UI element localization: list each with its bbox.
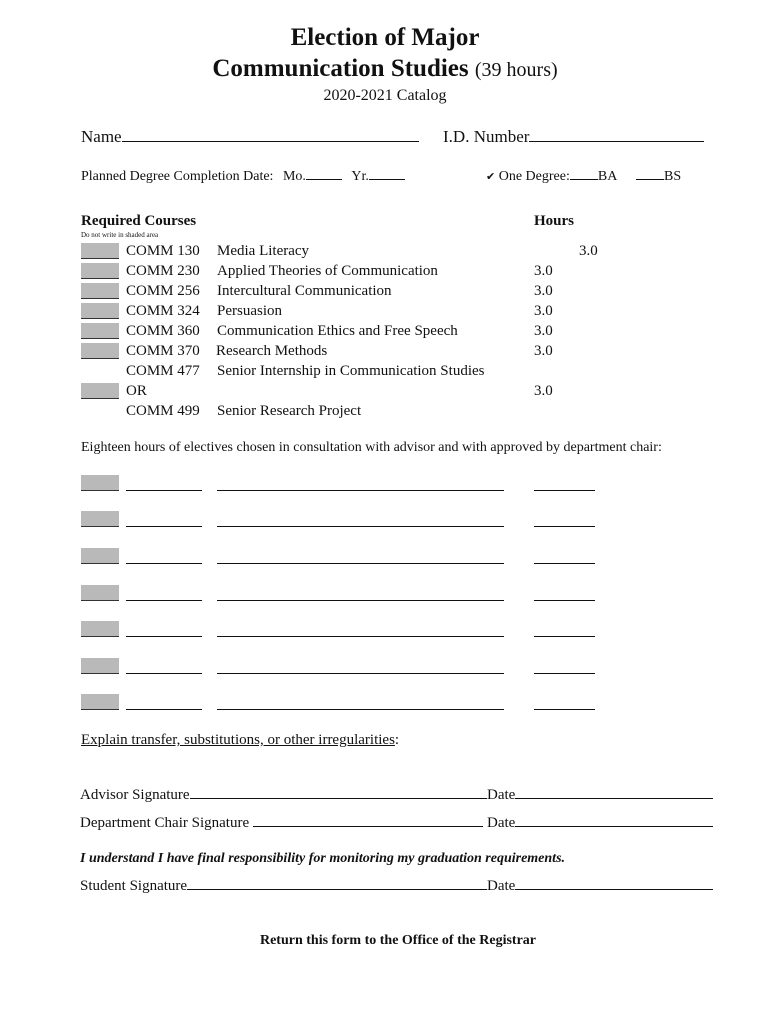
elective-title-field[interactable]	[217, 673, 504, 674]
elective-code-field[interactable]	[126, 709, 202, 710]
elective-title-field[interactable]	[217, 709, 504, 710]
course-hours: 3.0	[534, 383, 553, 399]
elective-title-field[interactable]	[217, 526, 504, 527]
elective-title-field[interactable]	[217, 600, 504, 601]
course-code: COMM 360	[126, 323, 200, 339]
chair-date-field[interactable]	[515, 825, 713, 827]
transfer-label: Explain transfer, substitutions, or other irregularities	[81, 732, 395, 748]
course-code: COMM 256	[126, 283, 200, 299]
elective-hours-field[interactable]	[534, 526, 595, 527]
chair-date-row	[487, 815, 713, 832]
chair-signature-field[interactable]	[253, 825, 483, 827]
year-field[interactable]	[369, 178, 405, 180]
id-field[interactable]	[529, 140, 704, 142]
student-signature-label: Student Signature	[80, 878, 188, 894]
chair-signature-row	[80, 815, 483, 832]
responsibility-statement: I understand I have final responsibility for monitoring my graduation requirements.	[80, 851, 566, 866]
elective-hours-field[interactable]	[534, 636, 595, 637]
elective-code-field[interactable]	[126, 490, 202, 491]
elective-code-field[interactable]	[126, 636, 202, 637]
shaded-box	[81, 694, 119, 710]
course-title: Communication Ethics and Free Speech	[217, 323, 458, 339]
shaded-box	[81, 475, 119, 491]
student-date-field[interactable]	[515, 888, 713, 890]
form-subtitle	[0, 55, 770, 83]
name-row	[81, 127, 419, 147]
elective-hours-field[interactable]	[534, 709, 595, 710]
course-code: COMM 324	[126, 303, 200, 319]
degree-row	[486, 169, 681, 185]
elective-code-field[interactable]	[126, 526, 202, 527]
date-label: Date	[487, 787, 516, 803]
course-hours: 3.0	[579, 243, 598, 259]
return-instructions: Return this form to the Office of the Registrar	[259, 933, 537, 948]
student-signature-row	[80, 878, 487, 895]
shaded-box	[81, 303, 119, 319]
date-label: Date	[487, 815, 516, 831]
elective-hours-field[interactable]	[534, 490, 595, 491]
elective-hours-field[interactable]	[534, 563, 595, 564]
course-hours: 3.0	[534, 303, 553, 319]
shaded-box	[81, 658, 119, 674]
course-title: Senior Internship in Communication Studies	[217, 363, 485, 379]
shaded-box	[81, 343, 119, 359]
course-hours: 3.0	[534, 343, 553, 359]
id-row	[443, 127, 704, 147]
shaded-box	[81, 511, 119, 527]
bs-field[interactable]	[636, 178, 664, 180]
advisor-signature-field[interactable]	[190, 797, 487, 799]
shaded-box	[81, 283, 119, 299]
course-hours: 3.0	[534, 323, 553, 339]
shaded-box	[81, 621, 119, 637]
course-hours: 3.0	[534, 283, 553, 299]
course-code: COMM 477	[126, 363, 200, 379]
shaded-box	[81, 383, 119, 399]
advisor-signature-label: Advisor Signature	[80, 787, 190, 803]
course-code: COMM 130	[126, 243, 200, 259]
electives-instructions: Eighteen hours of electives chosen in consultation with advisor and with approved by department chair:	[81, 440, 662, 455]
elective-title-field[interactable]	[217, 563, 504, 564]
id-label: I.D. Number	[443, 127, 530, 146]
required-courses-heading: Required Courses	[81, 213, 197, 229]
shaded-box	[81, 243, 119, 259]
catalog-year: 2020-2021 Catalog	[323, 87, 447, 104]
elective-code-field[interactable]	[126, 600, 202, 601]
course-title: Applied Theories of Communication	[217, 263, 438, 279]
course-hours: 3.0	[534, 263, 553, 279]
form-title	[0, 24, 770, 52]
elective-hours-field[interactable]	[534, 600, 595, 601]
one-degree-label: One Degree:	[498, 169, 570, 184]
transfer-colon: :	[394, 732, 400, 748]
elective-code-field[interactable]	[126, 673, 202, 674]
shaded-box	[81, 585, 119, 601]
course-code: COMM 499	[126, 403, 200, 419]
checkmark-icon: ✔	[486, 170, 496, 183]
shaded-area-note: Do not write in shaded area	[81, 231, 159, 239]
month-label: Mo.	[282, 169, 306, 184]
elective-code-field[interactable]	[126, 563, 202, 564]
advisor-date-field[interactable]	[515, 797, 713, 799]
course-code: COMM 370	[126, 343, 200, 359]
title-line-1: Election of Major	[290, 24, 480, 51]
course-title: Persuasion	[217, 303, 282, 319]
course-title: Research Methods	[216, 343, 328, 359]
advisor-signature-row	[80, 787, 487, 804]
student-signature-field[interactable]	[187, 888, 487, 890]
student-date-row	[487, 878, 713, 895]
elective-title-field[interactable]	[217, 490, 504, 491]
shaded-box	[81, 548, 119, 564]
elective-title-field[interactable]	[217, 636, 504, 637]
shaded-box	[81, 263, 119, 279]
shaded-box	[81, 323, 119, 339]
year-label: Yr.	[351, 169, 369, 184]
course-or: OR	[126, 383, 147, 399]
title-hours: (39 hours)	[474, 59, 558, 81]
month-field[interactable]	[306, 178, 342, 180]
elective-hours-field[interactable]	[534, 673, 595, 674]
course-title: Intercultural Communication	[217, 283, 392, 299]
title-line-2: Communication Studies	[212, 55, 469, 82]
chair-signature-label: Department Chair Signature	[80, 815, 250, 831]
completion-row	[81, 169, 405, 185]
course-code: COMM 230	[126, 263, 200, 279]
bs-label: BS	[664, 169, 682, 184]
advisor-date-row	[487, 787, 713, 804]
ba-field[interactable]	[570, 178, 598, 180]
completion-label: Planned Degree Completion Date:	[81, 169, 274, 184]
hours-heading: Hours	[534, 213, 575, 229]
ba-label: BA	[597, 169, 617, 184]
course-title: Senior Research Project	[217, 403, 362, 419]
date-label: Date	[487, 878, 516, 894]
name-field[interactable]	[122, 140, 419, 142]
transfer-row	[81, 732, 399, 749]
course-title: Media Literacy	[217, 243, 310, 259]
name-label: Name	[81, 127, 122, 146]
